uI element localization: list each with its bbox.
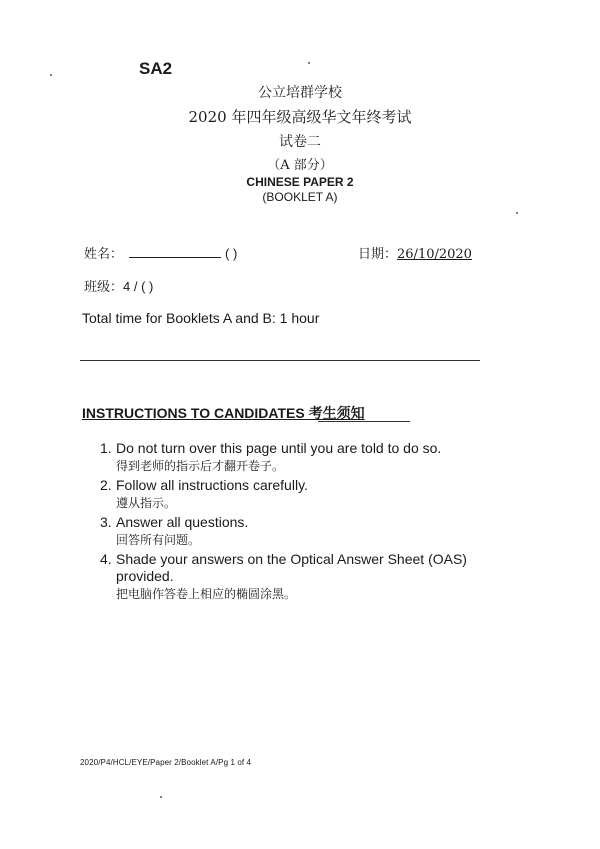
item-number: 4.: [100, 551, 112, 567]
item-text-en: Answer all questions.: [116, 514, 249, 530]
total-time: Total time for Booklets A and B: 1 hour: [82, 310, 320, 326]
paper-code: SA2: [139, 59, 173, 78]
item-text-en: Shade your answers on the Optical Answer Sheet (OAS) provided.: [116, 551, 467, 584]
exam-title: 2020 年四年级高级华文年终考试: [188, 108, 412, 126]
register-number-paren[interactable]: ( ): [225, 246, 238, 261]
scan-speck: [160, 796, 162, 798]
item-text-cn: 回答所有问题。: [116, 533, 201, 547]
name-label: 姓名：: [84, 247, 124, 262]
scan-speck: [50, 74, 52, 76]
school-name: 公立培群学校: [258, 85, 342, 101]
name-field: [84, 243, 237, 262]
date-label: 日期：: [358, 247, 398, 262]
date-value: 26/10/2020: [397, 247, 472, 262]
instructions-title-cn: 考生须知: [308, 406, 365, 422]
item-text-en: Do not turn over this page until you are told to do so.: [116, 440, 442, 456]
item-text-cn: 把电脑作答卷上相应的椭圆涂黑。: [116, 587, 297, 601]
scan-speck: [516, 212, 518, 214]
paper-title-en: CHINESE PAPER 2: [246, 175, 354, 189]
item-text-en: Follow all instructions carefully.: [116, 477, 308, 493]
item-text-cn: 遵从指示。: [116, 496, 177, 510]
instructions-title-en: INSTRUCTIONS TO CANDIDATES: [82, 405, 305, 421]
item-number: 3.: [100, 514, 112, 530]
name-blank[interactable]: [129, 246, 221, 258]
item-text-cn: 得到老师的指示后才翻开卷子。: [116, 459, 285, 473]
date-field: [358, 243, 472, 262]
divider-line: [80, 360, 480, 361]
scan-speck: [308, 62, 310, 64]
list-item: [100, 477, 500, 512]
list-item: [100, 551, 500, 603]
instructions-list: [100, 440, 500, 605]
paper-number: 试卷二: [279, 134, 321, 150]
class-field: [84, 276, 153, 295]
booklet-label-en: (BOOKLET A): [262, 190, 338, 204]
item-number: 2.: [100, 477, 112, 493]
item-number: 1.: [100, 440, 112, 456]
list-item: [100, 514, 500, 549]
class-label: 班级：: [84, 280, 124, 295]
list-item: [100, 440, 500, 475]
page-footer: 2020/P4/HCL/EYE/Paper 2/Booklet A/Pg 1 of 4: [80, 758, 252, 767]
class-value[interactable]: 4 / ( ): [123, 279, 154, 294]
instructions-title: [82, 403, 365, 423]
section-label: （A 部分）: [267, 158, 333, 173]
instructions-underline: [318, 421, 410, 422]
